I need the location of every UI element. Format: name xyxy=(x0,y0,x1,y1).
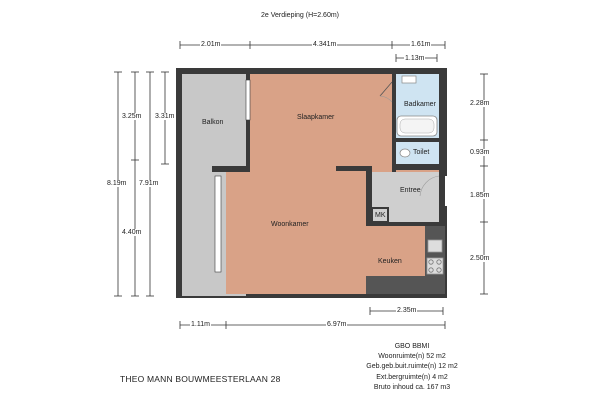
dim-right-entry: 1.85m xyxy=(470,192,490,199)
room-label-mk: MK xyxy=(375,212,386,219)
dim-total-inner: 7.91m xyxy=(139,180,159,187)
dim-left-bedroom-upper: 3.31m xyxy=(155,113,175,120)
stats-building-outdoor: Geb.geb.buit.ruimte(n) 12 m2 xyxy=(366,363,458,371)
address: THEO MANN BOUWMEESTERLAAN 28 xyxy=(120,374,281,384)
room-label-entree: Entree xyxy=(400,187,421,194)
balcony-window-lower xyxy=(215,176,221,272)
toilet-bowl xyxy=(400,149,410,157)
dim-top-bath: 1.61m xyxy=(411,41,431,48)
dim-left-lower: 4.40m xyxy=(122,229,142,236)
washbasin xyxy=(402,76,416,83)
floor-title: 2e Verdieping (H=2.60m) xyxy=(260,12,340,19)
balcony-window-upper xyxy=(246,80,250,120)
dim-top-main: 4.341m xyxy=(313,41,337,48)
dim-left-balcony-upper: 3.25m xyxy=(122,113,142,120)
sink xyxy=(428,240,442,252)
room-label-woonkamer: Woonkamer xyxy=(271,221,309,228)
bedroom-floor xyxy=(250,74,392,170)
dim-right-toilet: 0.93m xyxy=(470,149,490,156)
dim-bottom-left: 1.11m xyxy=(191,321,210,328)
stats-ext-storage: Ext.bergruimte(n) 4 m2 xyxy=(376,373,448,381)
room-label-slaapkamer: Slaapkamer xyxy=(297,114,335,121)
stats-living-space: Woonruimte(n) 52 m2 xyxy=(378,353,446,361)
room-label-badkamer: Badkamer xyxy=(404,101,436,108)
dim-right-bath: 2.28m xyxy=(470,100,490,107)
dim-bottom-kitchen: 2.35m xyxy=(397,307,417,314)
dim-bottom-living: 6.97m xyxy=(327,321,347,328)
dim-top-balcony: 2.01m xyxy=(201,41,221,48)
stats-gross-volume: Bruto inhoud ca. 167 m3 xyxy=(373,383,451,391)
dim-total-outer: 8.19m xyxy=(107,180,127,187)
room-label-keuken: Keuken xyxy=(378,258,402,265)
room-label-balkon: Balkon xyxy=(202,119,224,126)
entry-door xyxy=(445,176,447,206)
dim-bath-inner: 1.13m xyxy=(405,55,425,62)
area-stats xyxy=(352,342,472,393)
room-label-toilet: Toilet xyxy=(413,149,430,156)
stats-standard: GBO BBMI xyxy=(394,343,430,350)
dim-right-kitchen: 2.50m xyxy=(470,255,490,262)
